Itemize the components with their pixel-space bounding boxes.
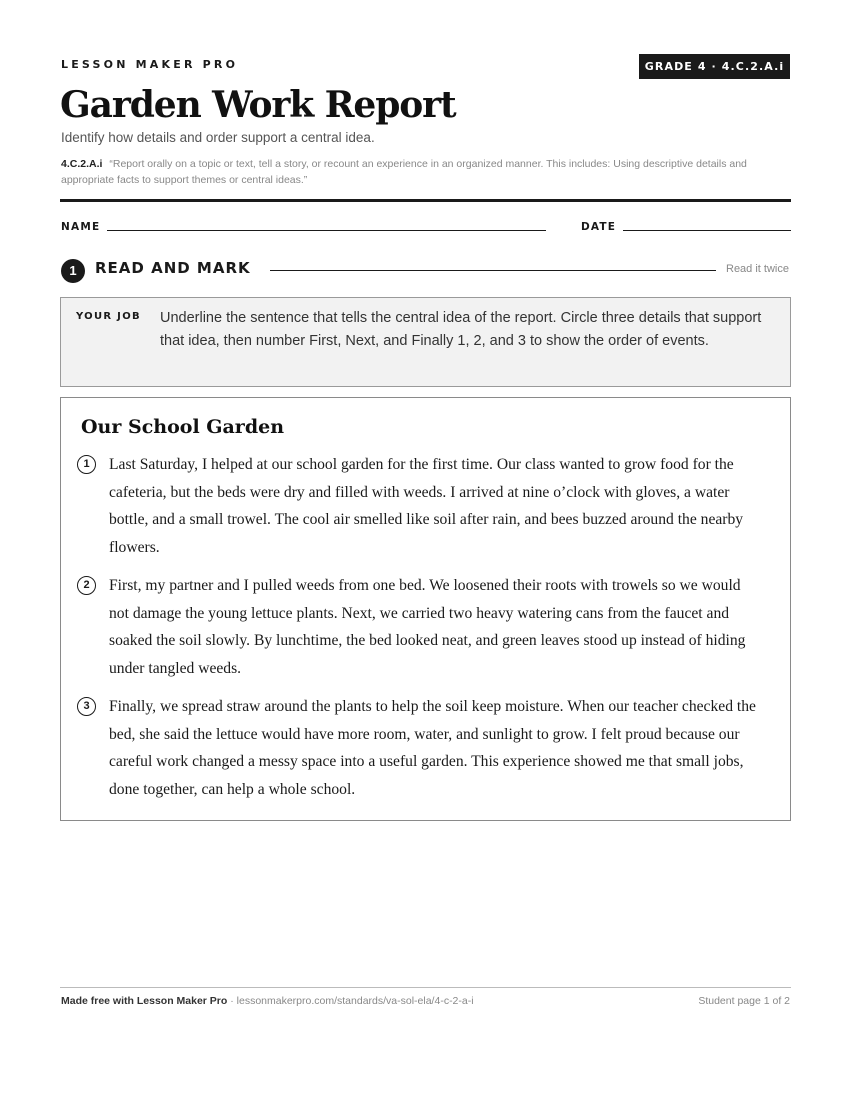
footer-made-with: Made free with Lesson Maker Pro — [61, 995, 228, 1007]
date-label: DATE — [581, 221, 617, 233]
reading-passage — [60, 397, 791, 821]
paragraph-text[interactable]: Finally, we spread straw around the plants to help the soil keep moisture. When our teacher checked the bed, she said the lettuce would have more room, water, and sunlight to grow. I felt proud because our careful work changed a messy space into a useful garden. This experience showed me that small jobs, done together, can help a whole school. — [109, 698, 756, 798]
page-subtitle: Identify how details and order support a central idea. — [61, 130, 375, 145]
header-divider — [60, 199, 791, 202]
instructions-label: YOUR JOB — [76, 311, 141, 322]
instructions-text: Underline the sentence that tells the central idea of the report. Circle three details that support that idea, then number First, Next, and Finally 1, 2, and 3 to show the order of events. — [160, 310, 762, 349]
date-field[interactable] — [623, 230, 791, 231]
section-divider — [270, 270, 716, 271]
section-hint: Read it twice — [726, 263, 789, 275]
paragraph-text[interactable]: First, my partner and I pulled weeds from one bed. We loosened their roots with trowels so we would not damage the young lettuce plants. Next, we carried two heavy watering cans from the faucet and soaked the soil slowly. By lunchtime, the bed looked neat, and green leaves stood up instead of hiding under tangled weeds. — [109, 577, 746, 677]
passage-title: Our School Garden — [81, 416, 285, 438]
footer-credit — [61, 995, 474, 1007]
standard-text: “Report orally on a topic or text, tell a story, or recount an experience in an organized manner. This includes: Using descriptive details and appropriate facts to support themes or central ideas.” — [61, 158, 747, 186]
page-title: Garden Work Report — [60, 84, 456, 126]
standard-note — [61, 156, 791, 188]
name-label: NAME — [61, 221, 101, 233]
paragraph-number-badge: 3 — [77, 697, 96, 716]
standard-code: 4.C.2.A.i — [61, 158, 103, 170]
footer-page-number: Student page 1 of 2 — [698, 995, 790, 1007]
footer-divider — [60, 987, 791, 988]
paragraph-number-badge: 2 — [77, 576, 96, 595]
brand-wordmark: LESSON MAKER PRO — [61, 58, 239, 71]
paragraph-text[interactable]: Last Saturday, I helped at our school garden for the first time. Our class wanted to grow food for the cafeteria, but the beds were dry and filled with weeds. I arrived at nine o’clock with gloves, a water bottle, and a small trowel. The cool air smelled like soil after rain, and bees buzzed around the nearby flowers. — [109, 456, 744, 556]
instructions-box — [60, 297, 791, 387]
footer-url[interactable]: · lessonmakerpro.com/standards/va-sol-ela/4-c-2-a-i — [227, 995, 474, 1007]
name-field[interactable] — [107, 230, 546, 231]
section-number-badge: 1 — [61, 259, 85, 283]
section-title: READ AND MARK — [95, 259, 251, 277]
grade-badge: GRADE 4 · 4.C.2.A.i — [639, 54, 790, 79]
paragraph-number-badge: 1 — [77, 455, 96, 474]
